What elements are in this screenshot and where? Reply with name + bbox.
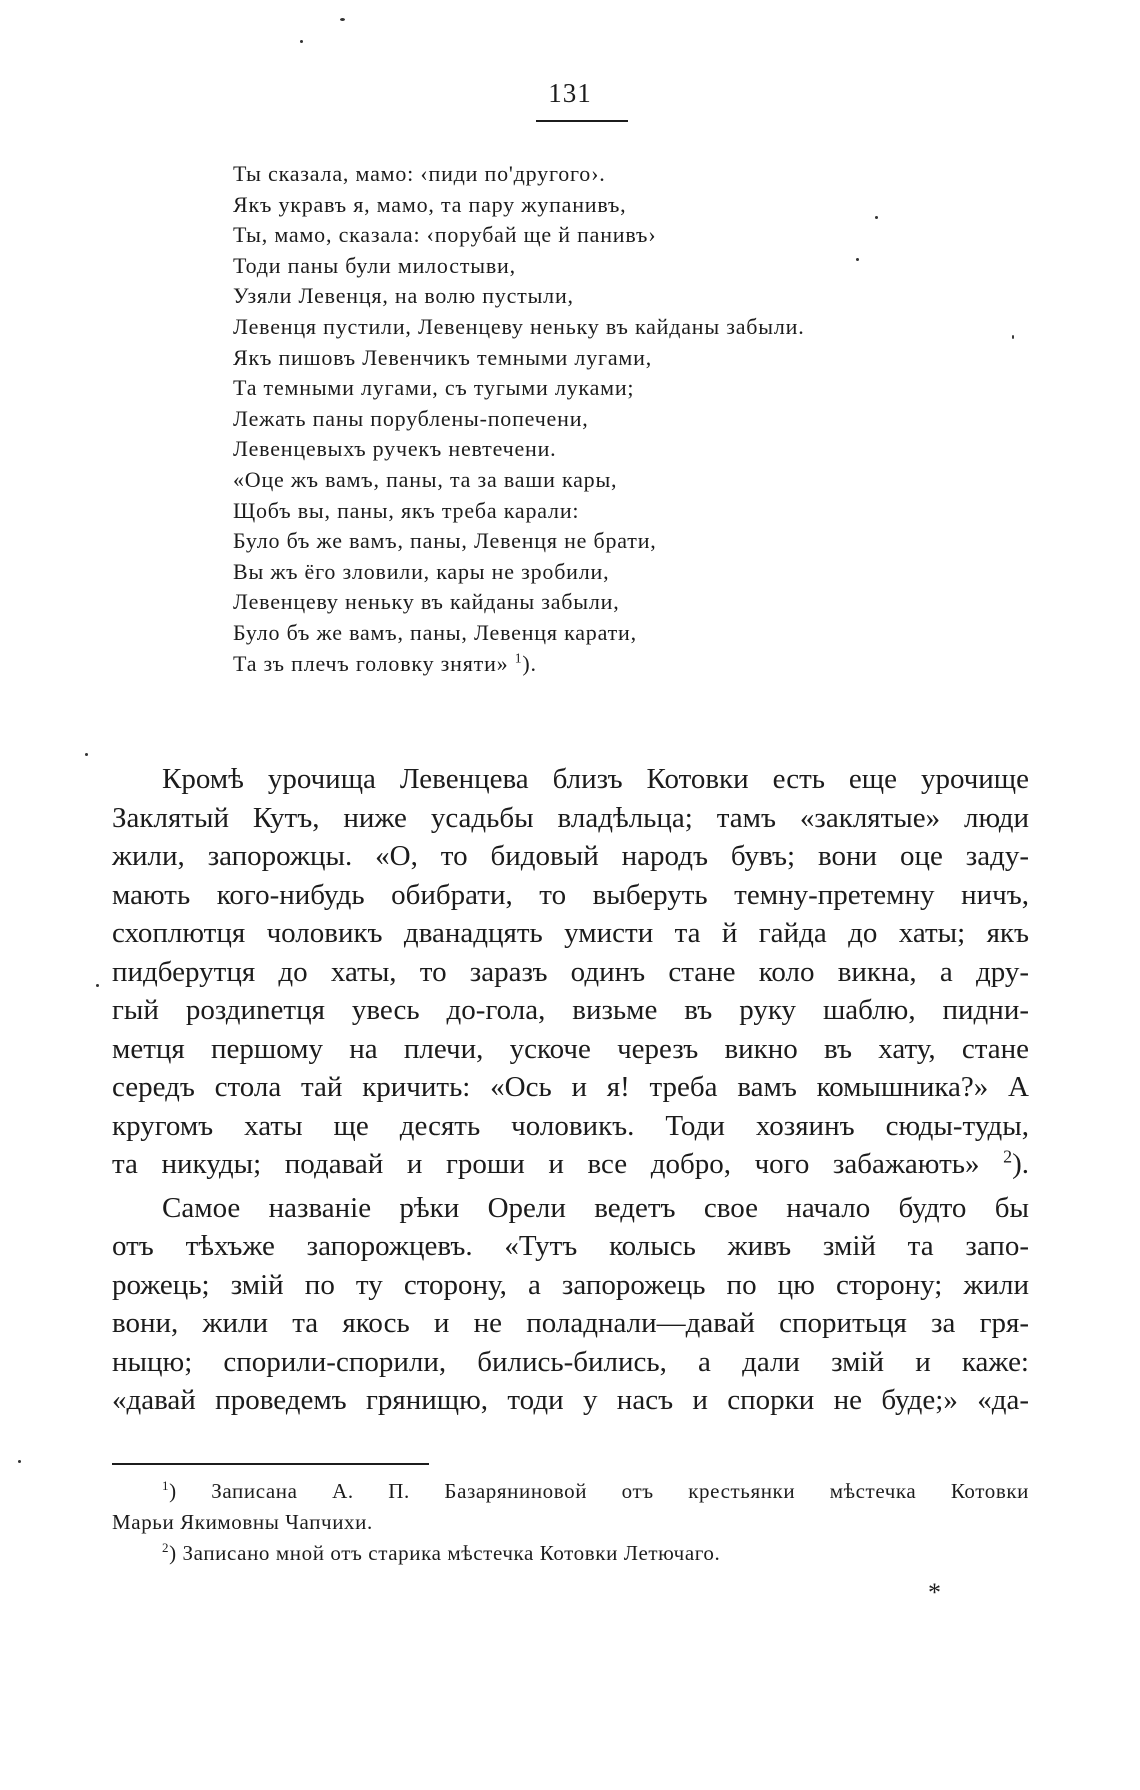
poem-line: Левенця пустили, Левенцеву неньку въ кайданы забыли. [233,313,805,339]
prose-line: пидберутця до хаты, то заразъ одинъ стане коло викна, а дру- [112,955,1029,988]
prose-line: середъ стола тай кричить: «Ось и я! треба вамъ комышника?» А [112,1071,1029,1103]
footnote-2-text: ) Записано мной отъ старика мѣстечка Котовки Летючаго. [169,1541,721,1565]
page-number-rule [536,120,628,122]
prose-line-tail: ). [1012,1148,1029,1180]
poem-line-last [233,649,1013,680]
prose-line: рожець; змій по ту сторону, а запорожець по цю сторону; жили [112,1268,1029,1301]
prose-line: кругомъ хаты ще десять чоловикъ. Тоди хозяинъ сюды-туды, [112,1109,1029,1142]
prose-line: Кромѣ урочища Левенцева близъ Котовки есть еще урочище [162,763,1029,795]
footnote-rule [112,1463,429,1465]
signature-asterisk: * [928,1578,941,1607]
print-speck [300,40,303,43]
poem-line: Було бъ же вамъ, паны, Левенця не брати, [233,528,657,554]
prose-line: схоплютця чоловикъ дванадцять умисти та й гайда до хаты; якъ [112,917,1029,949]
print-speck [85,753,88,756]
prose-line: жили, запорожцы. «О, то бидовый народъ бувъ; вони оце заду- [112,840,1029,872]
prose-line: ныцю; спорили-спорили, бились-бились, а дали змій и каже: [112,1345,1029,1378]
poem-line: Левенцеву неньку въ кайданы забыли, [233,589,620,615]
page-number: 131 [548,78,592,108]
poem-line: Тоди паны були милостыви, [233,252,516,278]
print-speck [18,1460,21,1463]
footnotes-block [112,1476,1029,1569]
poem-line: Щобъ вы, паны, якъ треба карали: [233,497,580,523]
footnote-2-line [112,1538,1029,1569]
poem-line: «Оце жъ вамъ, паны, та за ваши кары, [233,466,618,492]
poem-line: Було бъ же вамъ, паны, Левенця карати, [233,619,637,645]
prose-line: мають кого-нибудь обибрати, то выберуть темну-претемну ничъ, [112,878,1029,911]
print-speck [96,984,99,987]
poem-line: Ты, мамо, сказала: ‹порубай ще й панивъ› [233,222,657,248]
prose-line: отъ тѣхъже запорожцевъ. «Тутъ колысь живъ змій та запо- [112,1230,1029,1262]
poem-line: Та темными лугами, съ тугыми луками; [233,375,635,401]
poem-line: Ты сказала, мамо: ‹пиди по'другого›. [233,161,606,186]
footnote-ref-1: 1 [514,650,523,666]
footnote-1-marker: 1 [162,1478,170,1493]
prose-line: гый роздиnетця увесь до-гола, визьме въ руку шаблю, пидни- [112,994,1029,1026]
prose-line: «давай проведемъ грянищю, тоди у насъ и спорки не буде;» «да- [112,1384,1029,1416]
prose-line-paragraph-end [112,1145,1029,1184]
poem-line: Лежать паны порублены-попечени, [233,405,589,431]
prose-block [112,760,1029,1420]
poem-line-text: Та зъ плечъ головку зняти» [233,650,509,676]
footnote-1-line [112,1476,1029,1507]
prose-line: Самое названіе рѣки Орели ведетъ свое начало будто бы [162,1191,1029,1224]
prose-line-text: та никуды; подавай и гроши и все добро, чого забажають» [112,1148,980,1180]
poem-block [233,159,1013,679]
poem-line: Якъ укравъ я, мамо, та пару жупанивъ, [233,191,627,217]
prose-line: Заклятый Кутъ, ниже усадьбы владѣльца; тамъ «заклятые» люди [112,801,1029,834]
footnote-2-marker: 2 [162,1540,170,1555]
poem-line: Вы жъ ёго зловили, кары не зробили, [233,558,610,584]
footnote-ref-2: 2 [1003,1146,1013,1167]
poem-line: Узяли Левенця, на волю пустыли, [233,283,574,309]
prose-line: метця першому на плечи, ускоче черезъ викно въ хату, стане [112,1032,1029,1065]
footnote-1-text: ) Записана А. П. Базаряниновой отъ крестьянки мѣстечка Котовки [169,1479,1029,1503]
footnote-1-line-2: Марьи Якимовны Чапчихи. [112,1510,373,1534]
poem-line-tail: ). [522,650,537,676]
prose-line: вони, жили та якось и не поладнали—давай споритьця за гря- [112,1307,1029,1339]
print-speck [340,18,345,21]
poem-line: Левенцевыхъ ручекъ невтечени. [233,436,557,462]
poem-line: Якъ пишовъ Левенчикъ темными лугами, [233,344,652,370]
